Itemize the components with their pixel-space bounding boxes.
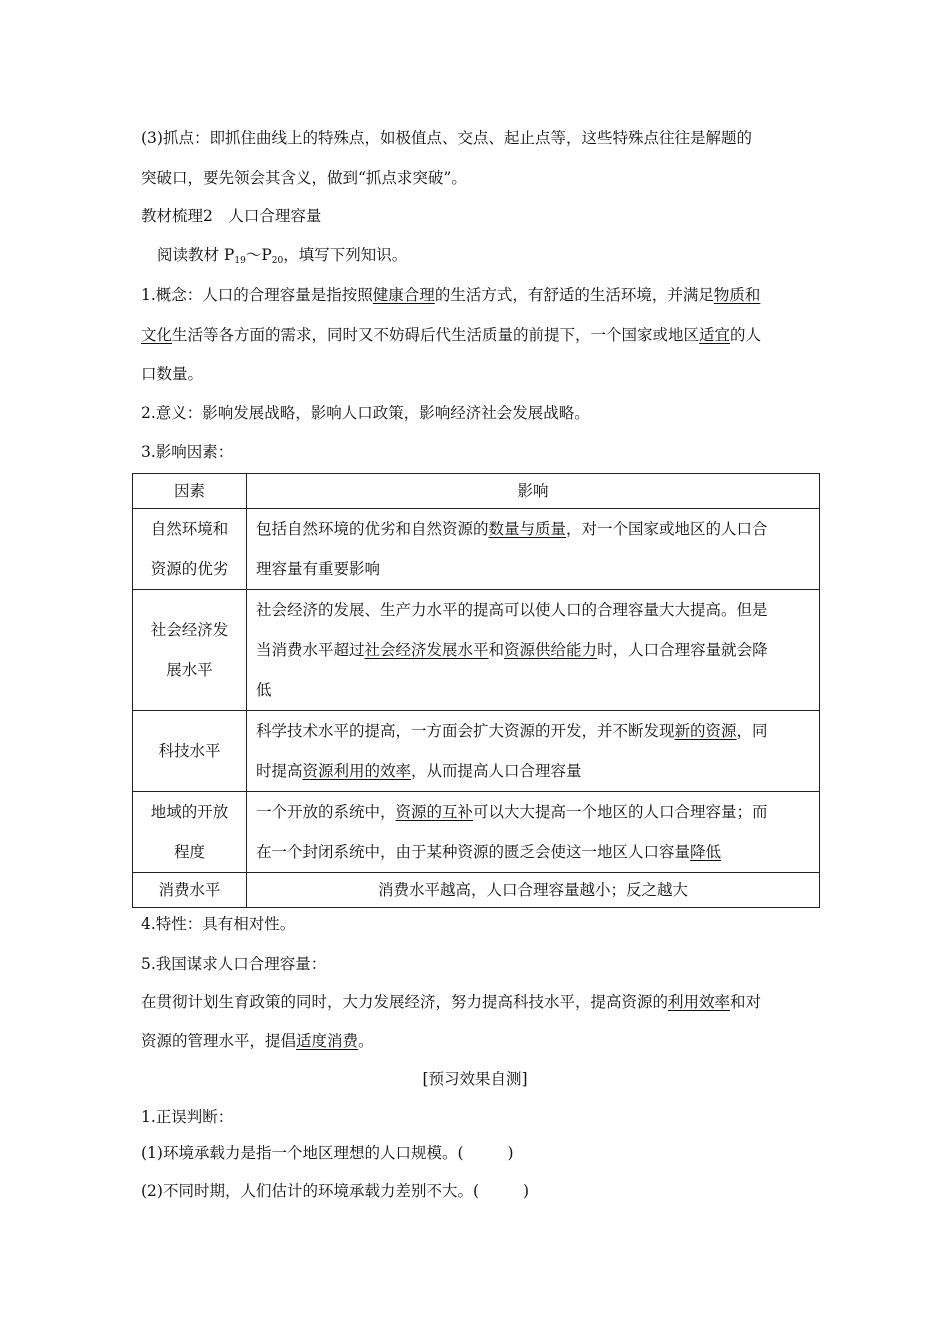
- factors-table: [132, 473, 820, 908]
- china-line-1: 在贯彻计划生育政策的同时，大力发展经济，努力提高科技水平，提高资源的利用效率和对: [141, 993, 762, 1011]
- answer-fill: 资源供给能力: [504, 641, 598, 659]
- question-1: (1)环境承载力是指一个地区理想的人口规模。( ): [141, 1144, 514, 1162]
- answer-fill: 新的资源: [674, 722, 737, 740]
- china-line-2: 资源的管理水平，提倡适度消费。: [141, 1032, 374, 1050]
- table-cell-impact: 消费水平越高，人口合理容量越小；反之越大: [247, 873, 820, 908]
- table-header-row: [133, 474, 820, 509]
- table-cell-factor: 消费水平: [133, 873, 247, 908]
- table-cell-impact: 科学技术水平的提高，一方面会扩大资源的开发，并不断发现新的资源，同 时提高资源利用的效率，从而提高人口合理容量: [247, 711, 820, 792]
- table-cell-factor: 地域的开放 程度: [133, 792, 247, 873]
- paragraph-intro-line-2: 突破口，要先领会其含义，做到“抓点求突破”。: [141, 169, 467, 187]
- section-heading: 教材梳理2 人口合理容量: [141, 207, 322, 225]
- table-header-factor: 因素: [133, 474, 247, 509]
- table-cell-factor: 社会经济发 展水平: [133, 590, 247, 711]
- table-cell-impact: 一个开放的系统中，资源的互补可以大大提高一个地区的人口合理容量；而 在一个封闭系统中，由于某种资源的匮乏会使这一地区人口容量降低: [247, 792, 820, 873]
- paragraph-intro-line-1: (3)抓点：即抓住曲线上的特殊点，如极值点、交点、起止点等，这些特殊点往往是解题的: [141, 129, 752, 147]
- answer-fill: 资源的互补: [395, 803, 474, 821]
- answer-fill: 资源利用的效率: [302, 762, 412, 780]
- table-cell-factor: 自然环境和 资源的优劣: [133, 509, 247, 590]
- answer-fill: 适度消费: [296, 1032, 359, 1050]
- significance-line: 2.意义：影响发展战略，影响人口政策，影响经济社会发展战略。: [141, 404, 590, 422]
- table-row: [133, 711, 820, 792]
- answer-fill: 文化: [141, 326, 173, 344]
- answer-fill: 社会经济发展水平: [364, 641, 489, 659]
- concept-line-1: 1.概念：人口的合理容量是指按照健康合理的生活方式，有舒适的生活环境，并满足物质和: [141, 286, 761, 304]
- table-row: [133, 873, 820, 908]
- table-row: [133, 792, 820, 873]
- table-header-impact: 影响: [247, 474, 820, 509]
- answer-fill: 适宜: [699, 326, 731, 344]
- table-row: [133, 590, 820, 711]
- self-test-title: [预习效果自测]: [422, 1070, 528, 1088]
- china-heading: 5.我国谋求人口合理容量：: [141, 955, 327, 973]
- relativity-line: 4.特性：具有相对性。: [141, 915, 296, 933]
- question-2: (2)不同时期，人们估计的环境承载力差别不大。( ): [141, 1182, 530, 1200]
- concept-line-3: 口数量。: [141, 365, 204, 383]
- table-cell-impact: 包括自然环境的优劣和自然资源的数量与质量，对一个国家或地区的人口合 理容量有重要影响: [247, 509, 820, 590]
- table-cell-factor: 科技水平: [133, 711, 247, 792]
- true-false-heading: 1.正误判断：: [141, 1108, 234, 1126]
- concept-line-2: 文化生活等各方面的需求，同时又不妨碍后代生活质量的前提下，一个国家或地区适宜的人: [141, 326, 762, 344]
- answer-fill: 健康合理: [372, 286, 435, 304]
- answer-fill: 数量与质量: [488, 520, 567, 538]
- reading-instruction: 阅读教材 $P_{19}\sim P_{20}$，填写下列知识。: [157, 246, 408, 266]
- table-cell-impact: 社会经济的发展、生产力水平的提高可以使人口的合理容量大大提高。但是 当消费水平超过社会经济发展水平和资源供给能力时，人口合理容量就会降 低: [247, 590, 820, 711]
- table-row: [133, 509, 820, 590]
- answer-fill: 降低: [690, 843, 722, 861]
- answer-fill: 利用效率: [668, 993, 731, 1011]
- answer-fill: 物质和: [713, 286, 761, 304]
- factors-heading: 3.影响因素：: [141, 443, 234, 461]
